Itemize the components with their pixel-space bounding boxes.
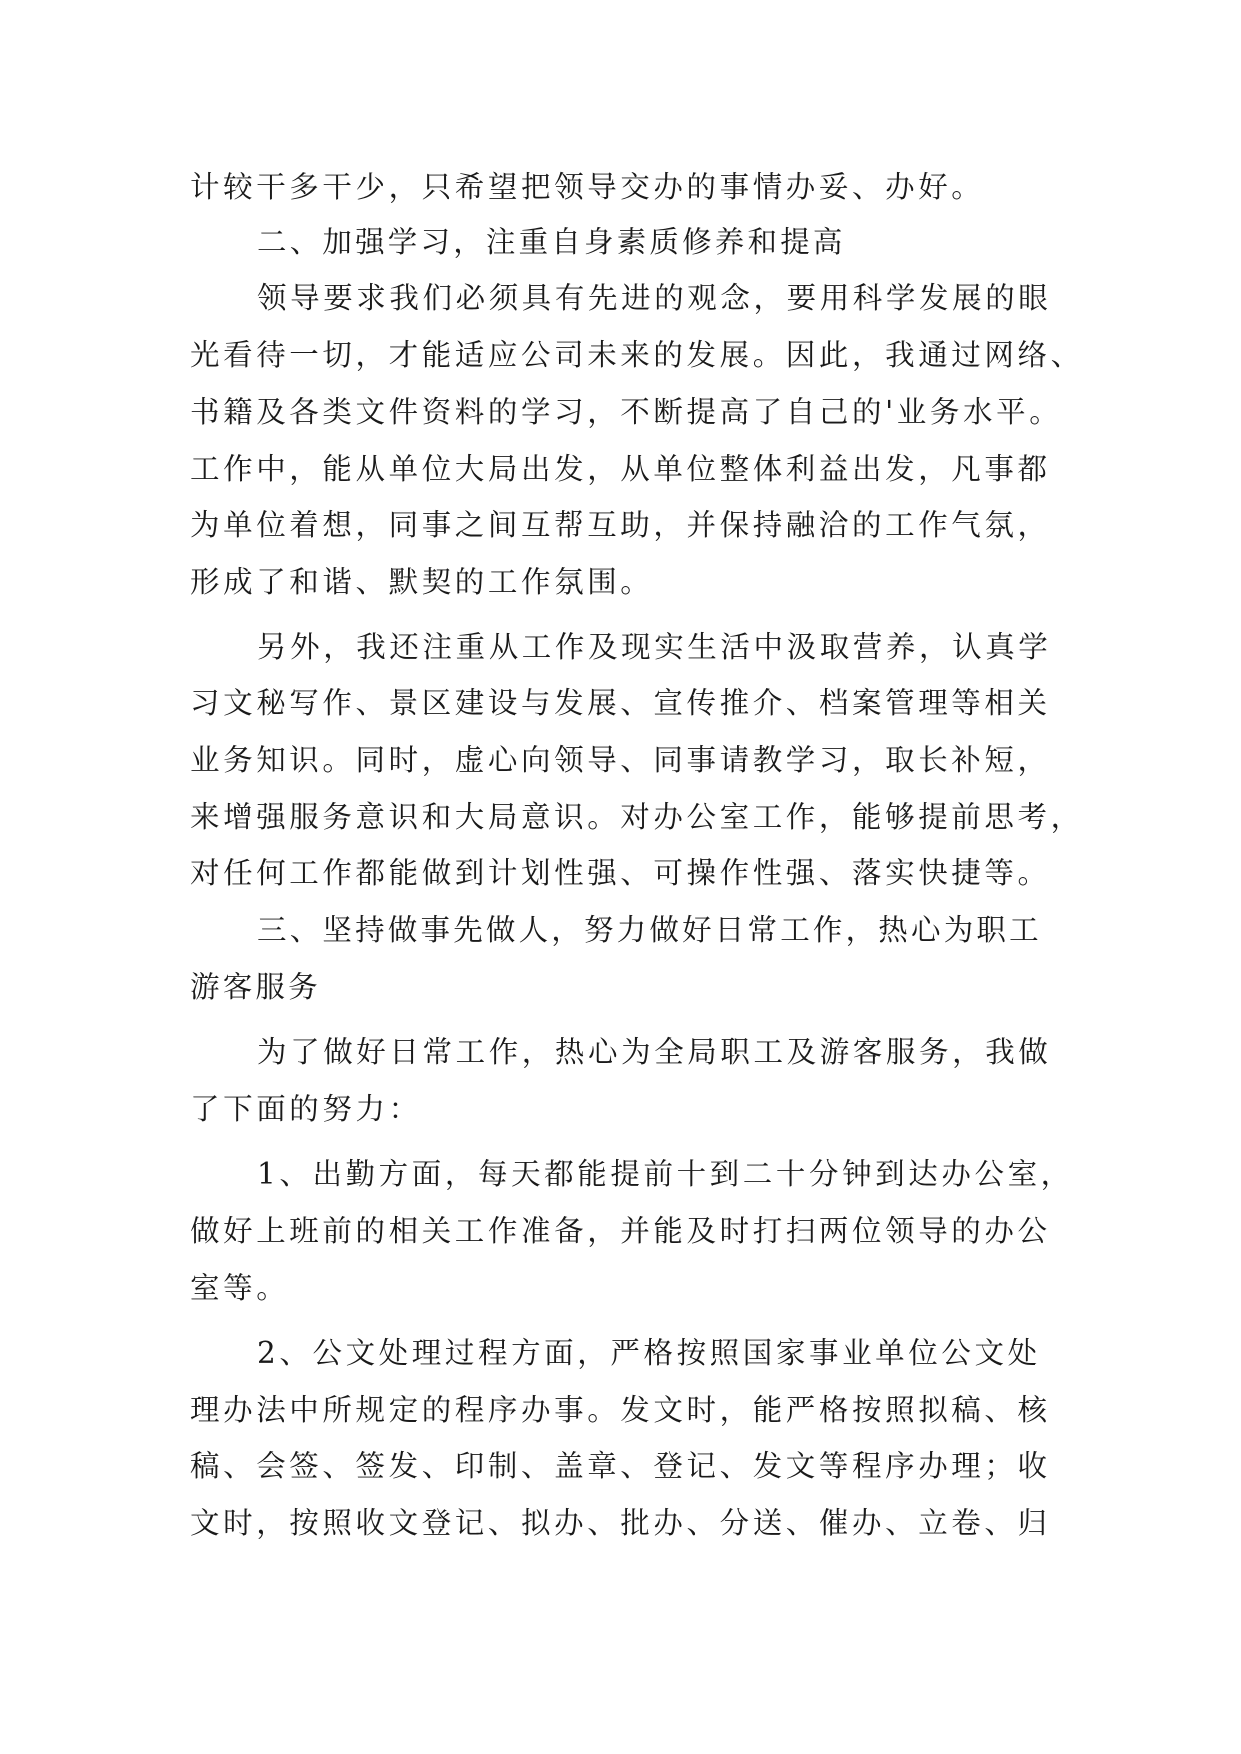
paragraph-line: 工作中，能从单位大局出发，从单位整体利益出发，凡事都 — [190, 452, 1051, 486]
paragraph-line: 文时，按照收文登记、拟办、批办、分送、催办、立卷、归 — [190, 1506, 1051, 1540]
paragraph-line: 领导要求我们必须具有先进的观念，要用科学发展的眼 — [257, 281, 1052, 315]
section-heading-3-cont: 游客服务 — [190, 970, 321, 1004]
paragraph-line: 理办法中所规定的程序办事。发文时，能严格按照拟稿、核 — [190, 1393, 1051, 1427]
paragraph-line: 了下面的努力： — [190, 1092, 422, 1126]
paragraph-line: 2、公文处理过程方面，严格按照国家事业单位公文处 — [257, 1336, 1041, 1370]
paragraph-line: 为单位着想，同事之间互帮互助，并保持融洽的工作气氛， — [190, 508, 1051, 542]
paragraph-line: 另外，我还注重从工作及现实生活中汲取营养，认真学 — [257, 630, 1052, 664]
paragraph-line: 形成了和谐、默契的工作氛围。 — [190, 565, 654, 599]
paragraph-line: 对任何工作都能做到计划性强、可操作性强、落实快捷等。 — [190, 856, 1051, 890]
paragraph-line: 室等。 — [190, 1271, 290, 1305]
paragraph-line: 习文秘写作、景区建设与发展、宣传推介、档案管理等相关 — [190, 686, 1051, 720]
section-heading-3: 三、坚持做事先做人，努力做好日常工作，热心为职工 — [257, 913, 1042, 947]
paragraph-line: 为了做好日常工作，热心为全局职工及游客服务，我做 — [257, 1035, 1052, 1069]
section-heading-2: 二、加强学习，注重自身素质修养和提高 — [257, 225, 846, 259]
paragraph-line: 计较干多干少，只希望把领导交办的事情办妥、办好。 — [190, 170, 985, 204]
paragraph-line: 业务知识。同时，虚心向领导、同事请教学习，取长补短， — [190, 743, 1051, 777]
paragraph-line: 做好上班前的相关工作准备，并能及时打扫两位领导的办公 — [190, 1214, 1051, 1248]
paragraph-line: 来增强服务意识和大局意识。对办公室工作，能够提前思考， — [190, 800, 1084, 834]
paragraph-line: 稿、会签、签发、印制、盖章、登记、发文等程序办理；收 — [190, 1449, 1051, 1483]
paragraph-line: 书籍及各类文件资料的学习，不断提高了自己的'业务水平。 — [190, 395, 1063, 429]
paragraph-line: 1、出勤方面，每天都能提前十到二十分钟到达办公室， — [257, 1157, 1074, 1191]
paragraph-line: 光看待一切，才能适应公司未来的发展。因此，我通过网络、 — [190, 338, 1084, 372]
